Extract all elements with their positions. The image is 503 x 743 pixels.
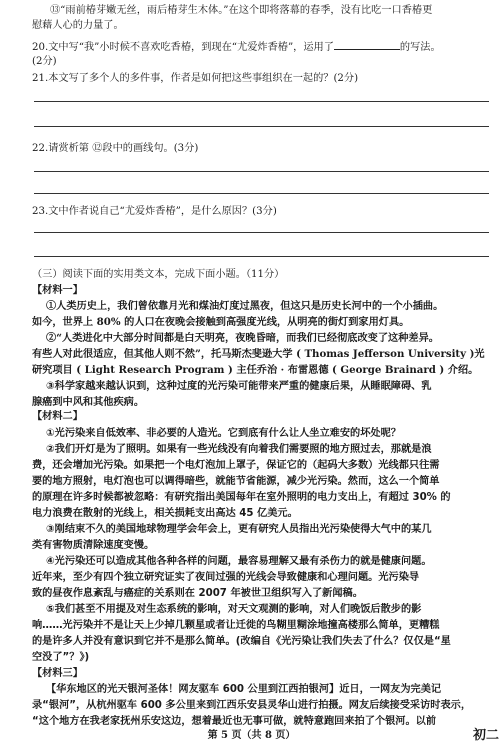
m3-line: 录“银河”，从杭州驱车 600 多公里来到江西乐安县灵华山进行拍摄。网友后续接受采访时表示， (32, 700, 472, 711)
m2-line: ④光污染还可以造成其他各种各样的问题，最容易理解又最有杀伤力的就是健康问题。 (46, 556, 432, 567)
m2-line: 的是许多人并没有意识到它并不是那么简单。(改编自《光污染让我们失去了什么？仅仅是“星 (32, 636, 451, 647)
m2-line: ①光污染来自低效率、非必要的人造光。它到底有什么让人坐立难安的坏处呢？ (46, 428, 401, 439)
material-2-title: 【材料二】 (32, 410, 83, 422)
m2-line: 致的昼夜作息紊乱与癌症的关系则在 2007 年被世卫组织写入了新闻稿。 (32, 588, 363, 599)
m2-line: 响……光污染并不是让天上少掉几颗星或者让迁徙的鸟糊里糊涂地撞高楼那么简单，更糟糕 (32, 620, 440, 631)
answer-line (34, 232, 489, 233)
answer-blank (334, 40, 400, 50)
m2-line: ③刚结束不久的美国地球物理学会年会上，更有研究人员指出光污染使得大气中的某几 (46, 524, 432, 535)
text-line: 慰藉人心的力量了。 (32, 20, 124, 31)
page-number: 第 5 页（共 8 页） (207, 730, 296, 741)
answer-line (34, 126, 489, 127)
question-21: 21.本文写了多个人的多件事，作者是如何把这些事组织在一起的？(2分) (32, 73, 359, 84)
answer-line (34, 256, 489, 257)
section-heading: （三）阅读下面的实用类文本，完成下面小题。（11分） (32, 269, 285, 280)
m2-line: 空没了”？》) (32, 652, 90, 663)
question-23: 23.文中作者说自己“尤爱炸香椿”，是什么原因？(3分) (32, 206, 277, 217)
grade-label: 初二 (472, 728, 499, 743)
answer-line (34, 101, 489, 102)
answer-line (34, 193, 489, 194)
m2-line: ⑤我们甚至不用提及对生态系统的影响，对天文观测的影响，对人们晚饭后散步的影 (46, 604, 422, 615)
m2-line: ②我们开灯是为了照明。如果有一些光线没有向着我们需要照的地方照过去，那就是浪 (46, 444, 432, 455)
text-line: ⑬“雨前椿芽嫩无丝，雨后椿芽生木体。”在这个即将落幕的春季，没有比吃一口香椿更 (50, 5, 433, 16)
question-22: 22.请赏析第 ⑫段中的画线句。(3分) (32, 143, 199, 154)
question-20-text: 20.文中写“我”小时候不喜欢吃香椿，到现在“尤爱炸香椿”，运用了 (32, 42, 334, 53)
m2-line: 的原理在许多时候都被忽略：有研究指出美国每年在室外照明的电力支出上，有超过 30% 的 (32, 492, 451, 503)
m1-line: ①人类历史上，我们曾依靠月光和煤油灯度过黑夜，但这只是历史长河中的一个小插曲。 (46, 300, 444, 312)
m2-line: 近年来，至少有四个独立研究证实了夜间过强的光线会导致健康和心理问题。光污染导 (32, 572, 420, 583)
question-20 (32, 40, 489, 54)
m2-line: 费，还会增加光污染。如果把一个电灯泡加上罩子，保证它的（起码大多数）光线都只往需 (32, 460, 440, 471)
material-3-title: 【材料三】 (32, 667, 83, 679)
m2-line: 电力浪费在散射的光线上，相关损耗支出高达 45 亿美元。 (32, 508, 298, 519)
answer-line (34, 171, 489, 172)
question-20-tail: 的写法。 (399, 42, 441, 53)
m1-line: 如今，世界上 80% 的人口在夜晚会接触到高强度光线，从明亮的街灯到家用灯具。 (32, 316, 410, 328)
m3-line: “这个地方在我老家抚州乐安这边，想着最近也无事可做，就特意跑回来拍了个银河。以前 (32, 716, 437, 727)
question-20-score: (2分) (32, 56, 57, 67)
m2-line: 要的地方照射，电灯泡也可以调得暗些，就能节省能源，减少光污染。然而，这么一个简单 (32, 476, 440, 487)
m2-line: 类有害物质清除速度变慢。 (32, 540, 155, 551)
m3-line: 【华东地区的光天银河圣体！网友驱车 600 公里到江西拍银河】近日，一网友为完美记 (46, 684, 442, 695)
m1-line: 腺癌到中风和其他疾病。 (32, 397, 145, 408)
m1-line: ③科学家越来越认识到，这种过度的光污染可能带来严重的健康后果，从睡眠障碍、乳 (46, 381, 432, 392)
m1-line: 研究项目 ( Light Research Program ) 主任乔治 · 布雷恩德 ( George Brainard ) 介绍。 (32, 364, 479, 376)
m1-line: ②“人类进化中大部分时间都是白天明亮，夜晚昏暗，而我们已经彻底改变了这种差异。 (46, 332, 439, 344)
m1-line: 有些人对此很适应，但其他人则不然”，托马斯杰斐逊大学 ( Thomas Jefferson University )光 (32, 348, 485, 360)
material-1-title: 【材料一】 (32, 284, 83, 296)
